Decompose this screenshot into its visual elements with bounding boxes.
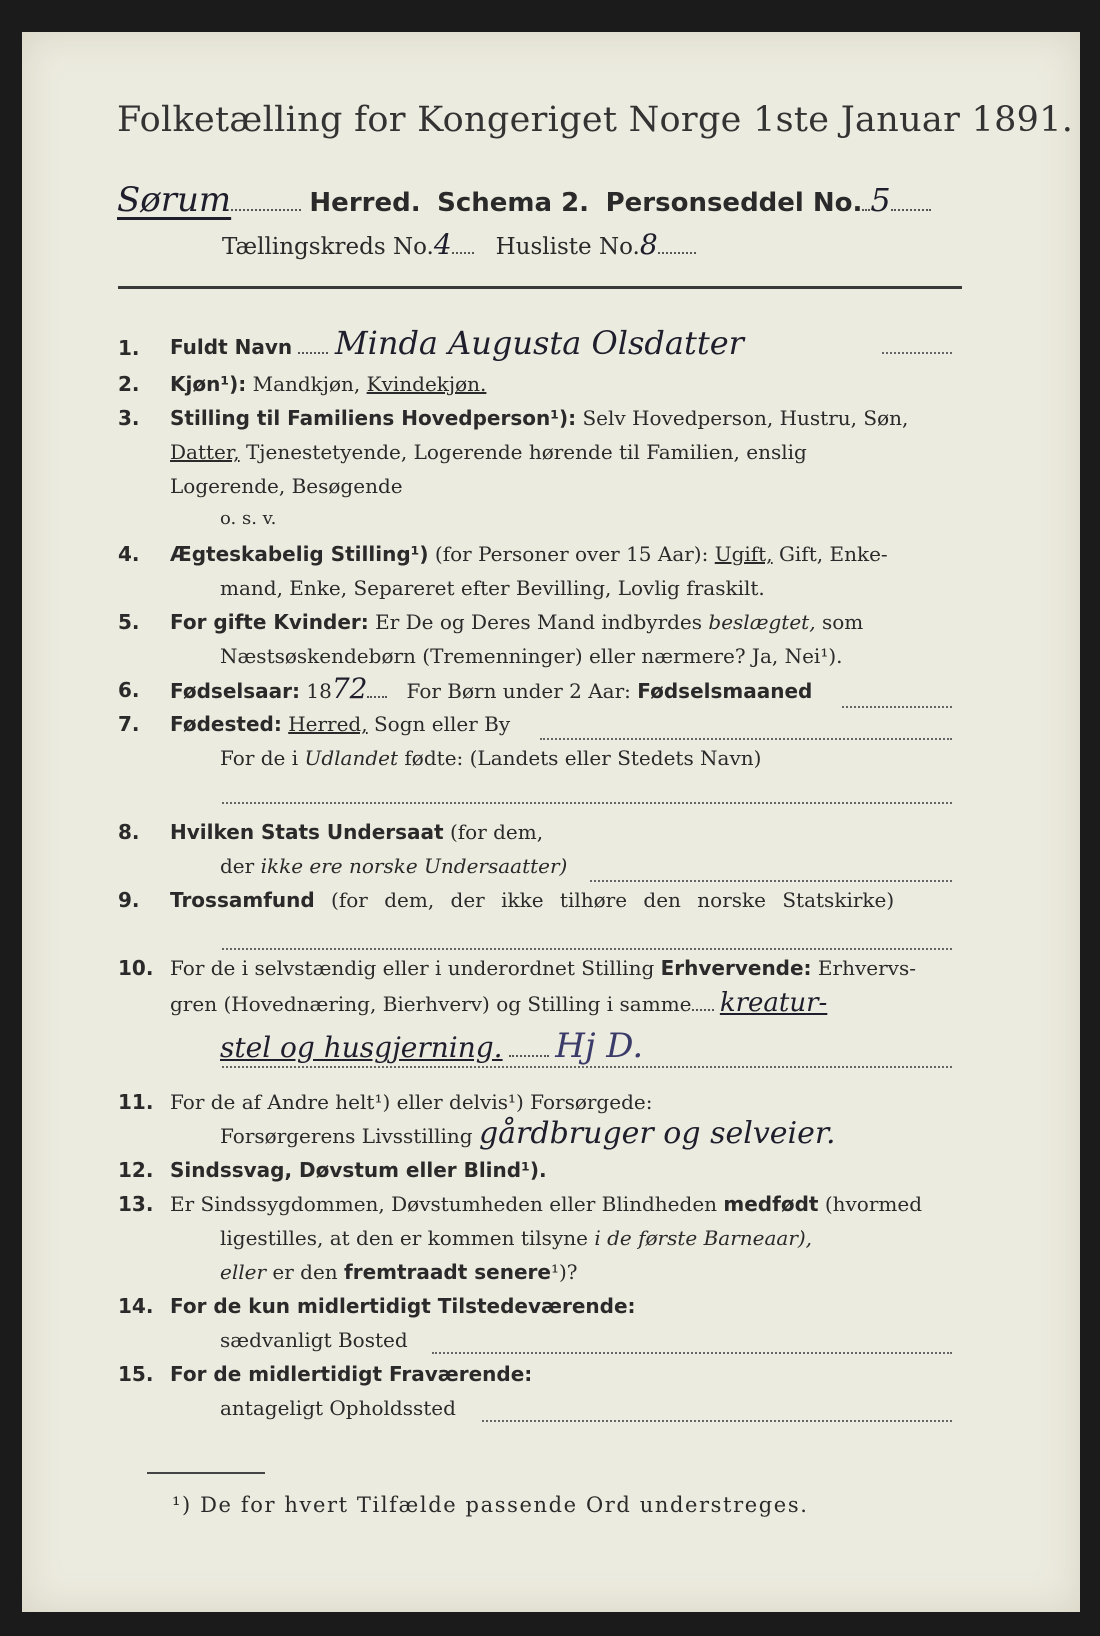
q9-row [170,888,894,912]
q15-line2: antageligt Opholdssted [220,1396,456,1420]
q8-rest: (for dem, [449,820,544,844]
q2-opt2: Kvindekjøn. [366,372,487,396]
kreds-label: Tællingskreds No. [222,234,434,260]
q3-line3: Logerende, Besøgende [170,474,403,498]
q13-line1b: medfødt [723,1192,819,1216]
q6-year-prefix: 18 [306,679,332,703]
q3-label: Stilling til Familiens Hovedperson¹): [170,406,577,430]
q7-line2a: For de i [220,746,299,770]
q10-row3 [220,1026,643,1066]
q6-row [170,672,812,705]
q10-value3: Hj D. [555,1026,644,1066]
q13-row2 [220,1226,812,1250]
personseddel-value: 5 [870,181,891,219]
q10-row2 [170,988,827,1018]
q3-line4: o. s. v. [220,508,277,529]
q10-line2: gren (Hovednæring, Bierhverv) og Stilling i samme [170,992,692,1016]
q11-row2 [220,1116,835,1151]
herred-label: Herred. [309,188,421,218]
form-title: Folketælling for Kongeriget Norge 1ste Januar 1891. [117,100,1074,140]
q13-line3a: eller [220,1260,267,1284]
q14-line2: sædvanligt Bosted [220,1328,408,1352]
q8-line2a: der [220,854,255,878]
q9-rest: (for dem, der ikke tilhøre den norske Statskirke) [331,888,895,912]
q8-row [170,820,543,844]
q5-row [170,610,863,634]
q2-label: Kjøn¹): [170,372,247,396]
q15-dots [482,1420,952,1422]
husliste-label: Husliste No. [495,234,640,260]
q3-line2: Tjenestetyende, Logerende hørende til Familien, enslig [245,440,807,464]
herred-value: Sørum [117,180,232,220]
q12-number: 12. [118,1158,154,1182]
q4-line2: mand, Enke, Separeret efter Bevilling, Lovlig fraskilt. [220,576,765,600]
q5-som: som [821,610,864,634]
q6-rest: For Børn under 2 Aar: [406,679,631,703]
q5-number: 5. [118,610,140,634]
q13-number: 13. [118,1192,154,1216]
q13-line1c: (hvormed [824,1192,922,1216]
q2-opt1: Mandkjøn, [252,372,361,396]
q7-blank-dots [222,802,952,804]
q15-label: For de midlertidigt Fraværende: [170,1362,533,1386]
q5-line1: Er De og Deres Mand indbyrdes [375,610,703,634]
footnote: ¹) De for hvert Tilfælde passende Ord understreges. [172,1493,809,1517]
q4-row [170,542,888,566]
q11-value: gårdbruger og selveier. [478,1116,836,1151]
q14-label: For de kun midlertidigt Tilstedeværende: [170,1294,636,1318]
q6-label: Fødselsaar: [170,679,300,703]
herred-line [117,180,931,220]
q6-year-value: 72 [331,672,368,705]
q10-line1c: Erhvervs- [817,956,916,980]
q7-selected: Herred, [288,712,368,736]
kreds-line [222,228,696,261]
q13-line2a: ligestilles, at den er kommen tilsyne [220,1226,588,1250]
q14-number: 14. [118,1294,154,1318]
q8-line2b: ikke ere norske Undersaatter) [260,854,568,878]
q13-row [170,1192,922,1216]
q13-line3b: er den [272,1260,338,1284]
q15-number: 15. [118,1362,154,1386]
q12-label: Sindssvag, Døvstum eller Blind¹). [170,1158,547,1182]
q6-label2: Fødselsmaaned [637,679,813,703]
q4-selected: Ugift, [714,542,773,566]
q10-dots [222,1066,952,1068]
q1-label: Fuldt Navn [170,335,293,359]
q6-number: 6. [118,678,140,702]
q8-number: 8. [118,820,140,844]
q2-row [170,372,486,396]
footnote-rule [147,1472,265,1474]
q11-line2: Forsørgerens Livsstilling [220,1124,473,1148]
q10-number: 10. [118,956,154,980]
q8-label: Hvilken Stats Undersaat [170,820,444,844]
q1-number: 1. [118,336,140,360]
q4-label: Ægteskabelig Stilling¹) [170,542,429,566]
q10-value1: kreatur- [719,988,828,1018]
q3-selected: Datter, [170,440,240,464]
q9-blank-dots [222,948,952,950]
q7-row2 [220,746,761,770]
q9-label: Trossamfund [170,888,315,912]
q5-line2: Næstsøskendebørn (Tremenninger) eller nærmere? Ja, Nei¹). [220,644,843,668]
q1-row [170,324,744,362]
q1-value: Minda Augusta Olsdatter [334,324,744,362]
husliste-value: 8 [639,228,658,261]
q11-number: 11. [118,1090,154,1114]
header-rule [118,286,962,289]
q7-row [170,712,510,736]
q1-dots [882,352,952,354]
q3-number: 3. [118,406,140,430]
q3-row2 [170,440,807,464]
q10-line1a: For de i selvstændig eller i underordnet Stilling [170,956,655,980]
q3-row [170,406,908,430]
q13-line3d: ¹)? [550,1260,578,1284]
q13-line2b: i de første Barneaar), [594,1226,813,1250]
kreds-value: 4 [433,228,452,261]
q7-number: 7. [118,712,140,736]
q10-line1b: Erhvervende: [660,956,812,980]
q7-rest: Sogn eller By [373,712,511,736]
q2-number: 2. [118,372,140,396]
q10-row [170,956,916,980]
personseddel-label: Personseddel No. [605,188,863,218]
q3-line1: Selv Hovedperson, Hustru, Søn, [582,406,909,430]
schema-label: Schema 2. [437,188,590,218]
q4-number: 4. [118,542,140,566]
q5-label: For gifte Kvinder: [170,610,369,634]
q9-number: 9. [118,888,140,912]
q13-line1a: Er Sindssygdommen, Døvstumheden eller Blindheden [170,1192,718,1216]
q4-paren: (for Personer over 15 Aar): [434,542,709,566]
q8-dots [590,880,952,882]
q4-rest1: Gift, Enke- [778,542,888,566]
q10-value2: stel og husgjerning. [220,1031,503,1064]
census-form-page [22,32,1080,1612]
q8-row2 [220,854,567,878]
q6-dots [842,706,952,708]
q7-line2c: fødte: (Landets eller Stedets Navn) [404,746,762,770]
q11-label: For de af Andre helt¹) eller delvis¹) Forsørgede: [170,1090,653,1114]
q7-dots [540,738,952,740]
q7-line2b: Udlandet [304,746,399,770]
q13-row3 [220,1260,578,1284]
q13-line3c: fremtraadt senere [344,1260,551,1284]
q5-italic: beslægtet, [708,610,816,634]
q14-dots [432,1352,952,1354]
q7-label: Fødested: [170,712,282,736]
